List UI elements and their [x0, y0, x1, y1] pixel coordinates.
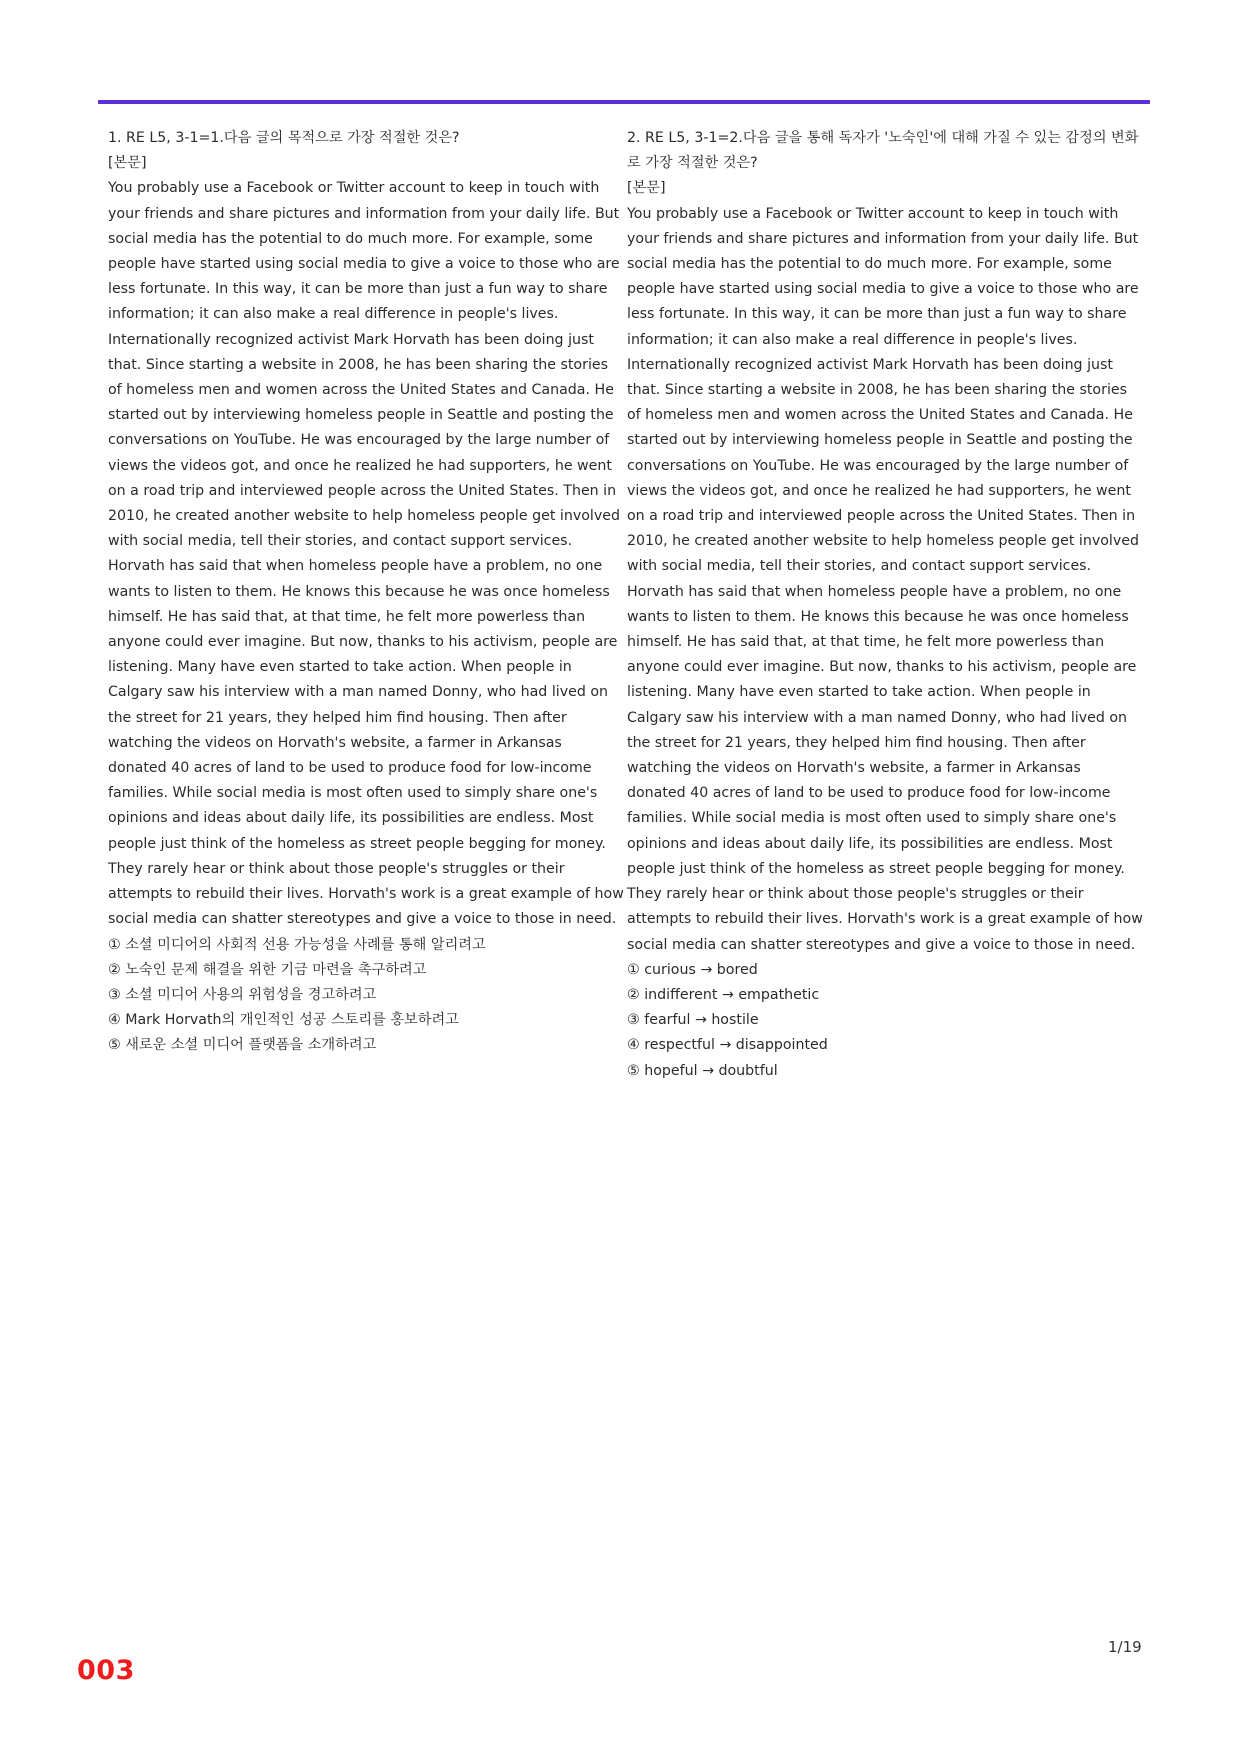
- answer-options: [627, 958, 1143, 1084]
- answer-option-4: ④ Mark Horvath의 개인적인 성공 스토리를 홍보하려고: [108, 1012, 459, 1029]
- answer-options: [108, 933, 624, 1059]
- question-1: [108, 126, 624, 1059]
- answer-option-5: ⑤ 새로운 소셜 미디어 플랫폼을 소개하려고: [108, 1037, 377, 1054]
- question-title: 2. RE L5, 3-1=2.다음 글을 통해 독자가 '노숙인'에 대해 가질 수 있는 감정의 변화로 가장 적절한 것은?: [627, 130, 1139, 172]
- page-number: 1/19: [1108, 1638, 1142, 1656]
- answer-option-1: ① 소셜 미디어의 사회적 선용 가능성을 사례를 통해 알리려고: [108, 936, 486, 953]
- header-rule: [98, 100, 1150, 104]
- passage-tag: [본문]: [108, 155, 147, 172]
- answer-option-1: ① curious → bored: [627, 961, 758, 978]
- passage-tag: [본문]: [627, 180, 666, 197]
- passage-text: You probably use a Facebook or Twitter account to keep in touch with your friends and share pictures and information from your daily life. But social media has the potential to do much more. For example, some people have started using social media to give a voice to those who are less fortunate. In this way, it can be more than just a fun way to share information; it can also make a real difference in people's lives. Internationally recognized activist Mark Horvath has been doing just that. Since starting a website in 2008, he has been sharing the stories of homeless men and women across the United States and Canada. He started out by interviewing homeless people in Seattle and posting the conversations on YouTube. He was encouraged by the large number of views the videos got, and once he realized he had supporters, he went on a road trip and interviewed people across the United States. Then in 2010, he created another website to help homeless people get involved with social media, tell their stories, and contact support services. Horvath has said that when homeless people have a problem, no one wants to listen to them. He knows this because he was once homeless himself. He has said that, at that time, he felt more powerless than anyone could ever imagine. But now, thanks to his activism, people are listening. Many have even started to take action. When people in Calgary saw his interview with a man named Donny, who had lived on the street for 21 years, they helped him find housing. Then after watching the videos on Horvath's website, a farmer in Arkansas donated 40 acres of land to be used to produce food for low-income families. While social media is most often used to simply share one's opinions and ideas about daily life, its possibilities are endless. Most people just think of the homeless as street people begging for money. They rarely hear or think about those people's struggles or their attempts to rebuild their lives. Horvath's work is a great example of how social media can shatter stereotypes and give a voice to those in need.: [108, 180, 624, 928]
- answer-option-5: ⑤ hopeful → doubtful: [627, 1062, 778, 1079]
- answer-option-2: ② indifferent → empathetic: [627, 986, 820, 1003]
- passage-text: You probably use a Facebook or Twitter account to keep in touch with your friends and share pictures and information from your daily life. But social media has the potential to do much more. For example, some people have started using social media to give a voice to those who are less fortunate. In this way, it can be more than just a fun way to share information; it can also make a real difference in people's lives. Internationally recognized activist Mark Horvath has been doing just that. Since starting a website in 2008, he has been sharing the stories of homeless men and women across the United States and Canada. He started out by interviewing homeless people in Seattle and posting the conversations on YouTube. He was encouraged by the large number of views the videos got, and once he realized he had supporters, he went on a road trip and interviewed people across the United States. Then in 2010, he created another website to help homeless people get involved with social media, tell their stories, and contact support services. Horvath has said that when homeless people have a problem, no one wants to listen to them. He knows this because he was once homeless himself. He has said that, at that time, he felt more powerless than anyone could ever imagine. But now, thanks to his activism, people are listening. Many have even started to take action. When people in Calgary saw his interview with a man named Donny, who had lived on the street for 21 years, they helped him find housing. Then after watching the videos on Horvath's website, a farmer in Arkansas donated 40 acres of land to be used to produce food for low-income families. While social media is most often used to simply share one's opinions and ideas about daily life, its possibilities are endless. Most people just think of the homeless as street people begging for money. They rarely hear or think about those people's struggles or their attempts to rebuild their lives. Horvath's work is a great example of how social media can shatter stereotypes and give a voice to those in need.: [627, 205, 1143, 953]
- answer-option-3: ③ 소셜 미디어 사용의 위험성을 경고하려고: [108, 986, 377, 1003]
- answer-option-4: ④ respectful → disappointed: [627, 1037, 828, 1054]
- question-2: [627, 126, 1143, 1084]
- document-code: 003: [77, 1655, 135, 1686]
- answer-option-3: ③ fearful → hostile: [627, 1012, 759, 1029]
- answer-option-2: ② 노숙인 문제 해결을 위한 기금 마련을 촉구하려고: [108, 961, 427, 978]
- question-title: 1. RE L5, 3-1=1.다음 글의 목적으로 가장 적절한 것은?: [108, 130, 460, 146]
